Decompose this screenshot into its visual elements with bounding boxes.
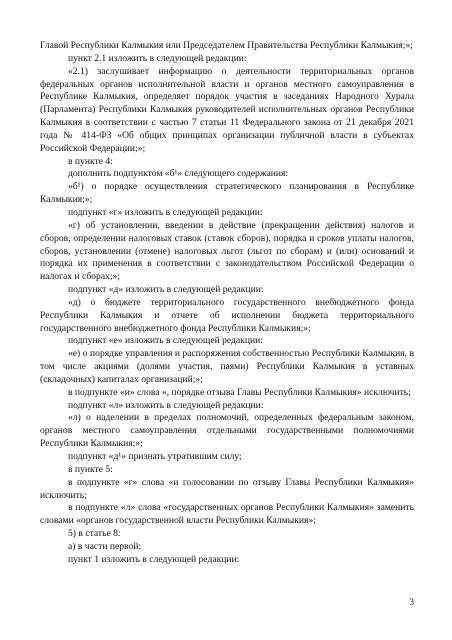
paragraph: «г) об установлении, введении в действие (прекращении действия) налогов и сборов, определении налоговых ставок (ставок сборов), порядка и сроков уплаты налогов, сборов, установлении (отмене) налоговых льгот (льгот по сборам) и (или) оснований и порядка их применения в соответствии с законодательством Российской Федерации о налогах и сборах;»; (40, 219, 414, 283)
paragraph: в подпункте «г» слова «и голосовании по отзыву Главы Республики Калмыкия» исключить; (40, 476, 414, 501)
paragraph: Главой Республики Калмыкия или Председателем Правительства Республики Калмыкия;»; (40, 40, 413, 51)
paragraph: подпункт «л» изложить в следующей редакции: (68, 399, 264, 411)
paragraph: «б¹) о порядке осуществления стратегического планирования в Республике Калмыкия;»; (40, 181, 414, 206)
paragraph: «л) о наделении в пределах полномочий, определенных федеральным законом, органов местного самоуправления отдельными государственными полномочиями Республики Калмыкия;»; (40, 412, 414, 450)
page-number: 3 (409, 597, 414, 608)
paragraph: «е) о порядке управления и распоряжения собственностью Республики Калмыкия, в том числе акциями (долями участия, паями) Республики Калмыкия в уставных (складочных) капиталах организаций;»; (40, 348, 414, 385)
paragraph: подпункт «г» изложить в следующей редакции: (68, 206, 263, 218)
paragraph: подпункт «е» изложить в следующей редакции: (68, 335, 263, 347)
paragraph: 5) в статье 8: (68, 528, 121, 540)
paragraph: в подпункте «л» слова «государственных органов Республики Калмыкия» заменить словами «органов государственной власти Республики Калмыкия»; (40, 502, 414, 527)
paragraph: подпункт «д¹» признать утратившим силу; (68, 451, 242, 462)
paragraph: пункт 1 изложить в следующей редакции: (68, 553, 240, 565)
paragraph: в пункте 5: (68, 463, 113, 475)
paragraph: дополнить подпунктом «б¹» следующего содержания: (68, 168, 289, 180)
document-body (40, 40, 414, 567)
paragraph: в пункте 4: (68, 155, 113, 167)
paragraph: «2.1) заслушивает информацию о деятельности территориальных органов федеральных органов исполнительной власти и органов местного самоуправления в Республике Калмыкия, определяет порядок участия в заседаниях Народного Хурала (Парламента) Республики Калмыкия руководителей исполнительных органов Республики Калмыкия в соответствии с частью 7 статьи 11 Федерального закона от 21 декабря 2021 года № 414-ФЗ «Об общих принципах организации публичной власти в субъектах Российской Федерации;»; (40, 65, 414, 154)
paragraph: в подпункте «и» слова «, порядке отзыва Главы Республики Калмыкия» исключить; (68, 386, 411, 398)
paragraph: пункт 2.1 изложить в следующей редакции: (68, 52, 247, 64)
paragraph: подпункт «д» изложить в следующей редакции: (68, 284, 264, 296)
paragraph: «д) о бюджете территориального государственного внебюджетного фонда Республики Калмыкия и отчете об исполнении бюджета территориального государственного внебюджетного фонда Республики Калмыкия;»; (40, 296, 414, 334)
paragraph: а) в части первой: (68, 540, 142, 552)
